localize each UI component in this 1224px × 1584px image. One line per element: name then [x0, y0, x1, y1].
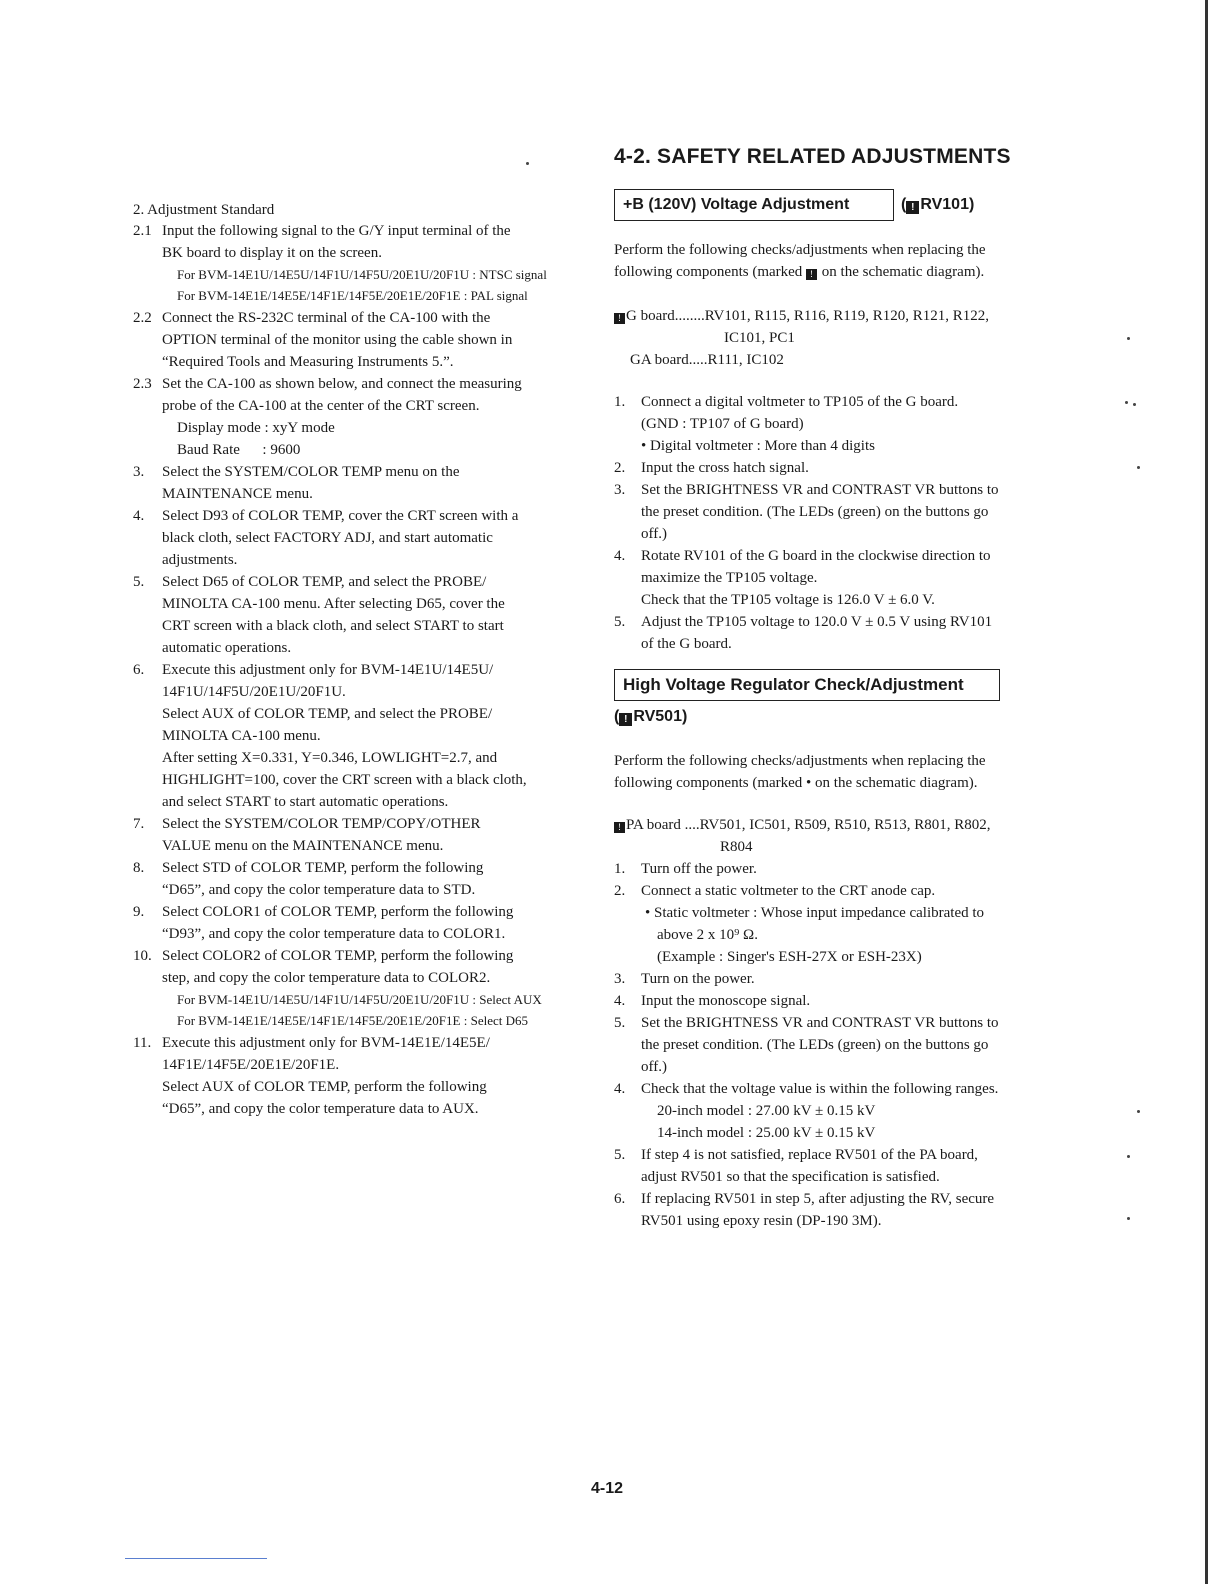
scan-dot — [1133, 403, 1136, 406]
intro-line: Perform the following checks/adjustments when replacing the — [614, 753, 986, 769]
intro-line: following components (marked • on the schematic diagram). — [614, 775, 978, 791]
safety-mark-icon: ! — [806, 269, 817, 280]
scan-dot — [1127, 1155, 1130, 1158]
intro-line: Perform the following checks/adjustments when replacing the — [614, 242, 986, 258]
scan-dot — [1137, 1110, 1140, 1113]
g-board-parts: ! G board........RV101, R115, R116, R119, R120, R121, R122, — [614, 305, 1059, 327]
safety-mark-icon: ! — [614, 313, 625, 324]
high-voltage-box: High Voltage Regulator Check/Adjustment — [614, 669, 1000, 701]
pa-board-parts: ! PA board ....RV501, IC501, R509, R510, R513, R801, R802, — [614, 814, 1059, 836]
adjustment-standard-heading: 2. Adjustment Standard — [133, 202, 275, 218]
scan-dot — [1127, 337, 1130, 340]
rv101-ref: ( ! RV101) — [901, 196, 975, 213]
scan-dot — [1127, 1217, 1130, 1220]
safety-mark-icon: ! — [906, 201, 919, 214]
rv501-ref: ( ! RV501) — [614, 708, 688, 725]
section-title: 4-2. SAFETY RELATED ADJUSTMENTS — [614, 145, 1011, 168]
scan-line — [125, 1558, 267, 1559]
scan-dot — [526, 162, 529, 165]
safety-mark-icon: ! — [614, 822, 625, 833]
page-number: 4-12 — [591, 1480, 624, 1497]
intro-line: following components (marked ! on the schematic diagram). — [614, 264, 985, 280]
scan-edge-line — [1205, 0, 1208, 1584]
voltage-adjustment-box: +B (120V) Voltage Adjustment — [614, 189, 894, 221]
scan-dot — [1125, 401, 1128, 404]
scan-dot — [1137, 466, 1140, 469]
safety-mark-icon: ! — [619, 713, 632, 726]
